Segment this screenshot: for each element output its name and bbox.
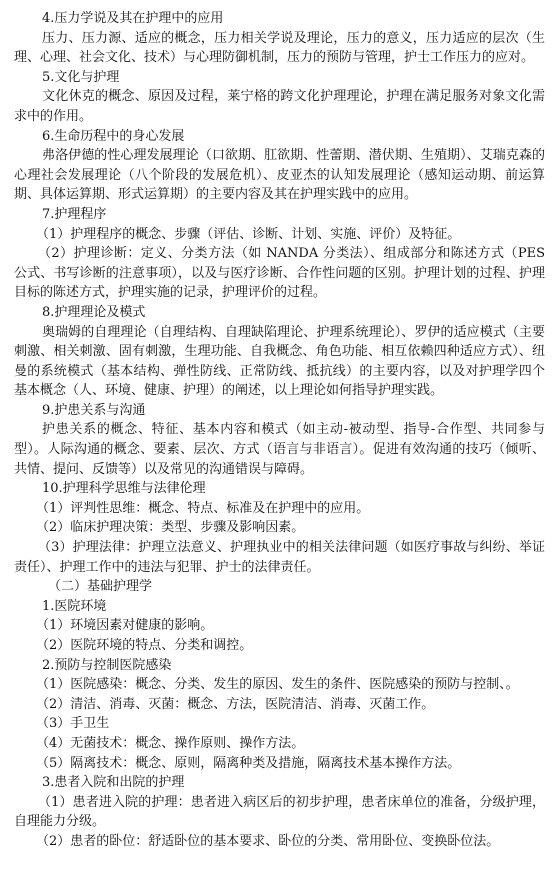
section-heading: 2.预防与控制医院感染 xyxy=(42,657,172,673)
section-heading: 3.患者入院和出院的护理 xyxy=(42,775,185,791)
list-item: （1）环境因素对健康的影响。 xyxy=(36,618,214,634)
section-heading: 7.护理程序 xyxy=(42,206,107,222)
section-heading: 8.护理理论及模式 xyxy=(42,304,146,320)
paragraph: 压力、压力源、适应的概念，压力相关学说及理论，压力的意义，压力适应的层次（生理、心理、社会文化、技术）与心理防御机制，压力的预防与管理，护士工作压力的应对。 xyxy=(14,30,545,66)
section-heading: 9.护患关系与沟通 xyxy=(42,402,146,418)
section-heading: 4.压力学说及其在护理中的应用 xyxy=(42,11,224,26)
chapter-heading: （二）基础护理学 xyxy=(48,579,153,595)
list-item: （3）手卫生 xyxy=(36,716,110,732)
paragraph: 护患关系的概念、特征、基本内容和模式（如主动-被动型、指导-合作型、共同参与型）。人际沟通的概念、要素、层次、方式（语言与非语言）。促进有效沟通的技巧（倾听、共情、提问、反馈等）以及常见的沟通错误与障碍。 xyxy=(14,422,545,477)
paragraph: 文化休克的概念、原因及过程，莱宁格的跨文化护理理论，护理在满足服务对象文化需求中的作用。 xyxy=(14,89,545,124)
list-item: （2）清洁、消毒、灭菌：概念、方法，医院清洁、消毒、灭菌工作。 xyxy=(36,696,435,712)
list-item: （1）患者进入院的护理：患者进入病区后的初步护理，患者床单位的准备，分级护理，自理能力分级。 xyxy=(14,794,545,830)
section-heading: 10.护理科学思维与法律伦理 xyxy=(42,481,206,497)
list-item: （5）隔离技术：概念、原则，隔离种类及措施，隔离技术基本操作方法。 xyxy=(36,755,461,771)
section-heading: 6.生命历程中的身心发展 xyxy=(42,128,185,144)
list-item: （1）医院感染：概念、分类、发生的原因、发生的条件、医院感染的预防与控制、。 xyxy=(36,677,519,693)
list-item: （1）护理程序的概念、步骤（评估、诊断、计划、实施、评价）及特征。 xyxy=(36,226,461,242)
paragraph: 奥瑞姆的自理理论（自理结构、自理缺陷理论、护理系统理论）、罗伊的适应模式（主要刺激、相关刺激、固有刺激，生理功能、自我概念、角色功能、相互依赖四种适应方式）、纽曼的系统模式（基本结构、弹性防线、正常防线、抵抗线）的主要内容，以及对护理学四个基本概念（人、环境、健康、护理）的阐述，以上理论如何指导护理实践。 xyxy=(14,324,545,399)
section-heading: 1.医院环境 xyxy=(42,598,107,614)
section-heading: 5.文化与护理 xyxy=(42,69,120,85)
list-item: （1）评判性思维：概念、特点、标准及在护理中的应用。 xyxy=(36,500,370,516)
list-item: （4）无菌技术：概念、操作原则、操作方法。 xyxy=(36,735,305,751)
paragraph: 弗洛伊德的性心理发展理论（口欲期、肛欲期、性蕾期、潜伏期、生殖期）、艾瑞克森的心理社会发展理论（八个阶段的发展危机）、皮亚杰的认知发展理论（感知运动期、前运算期、具体运算期、形式运算期）的主要内容及其在护理实践中的应用。 xyxy=(14,148,545,203)
list-item: （2）患者的卧位：舒适卧位的基本要求、卧位的分类、常用卧位、变换卧位法。 xyxy=(36,833,500,849)
list-item: （3）护理法律：护理立法意义、护理执业中的相关法律问题（如医疗事故与纠纷、举证责任）、护理工作中的违法与犯罪、护士的法律责任。 xyxy=(14,540,545,575)
list-item: （2）临床护理决策：类型、步骤及影响因素。 xyxy=(36,520,305,536)
list-item: （2）医院环境的特点、分类和调控。 xyxy=(36,638,253,653)
list-item: （2）护理诊断：定义、分类方法（如 NANDA 分类法）、组成部分和陈述方式（PES 公式、书写诊断的注意事项），以及与医疗诊断、合作性问题的区别。护理计划的过程、护理目标的陈述方式，护理实施的记录，护理评价的过程。 xyxy=(14,246,545,301)
